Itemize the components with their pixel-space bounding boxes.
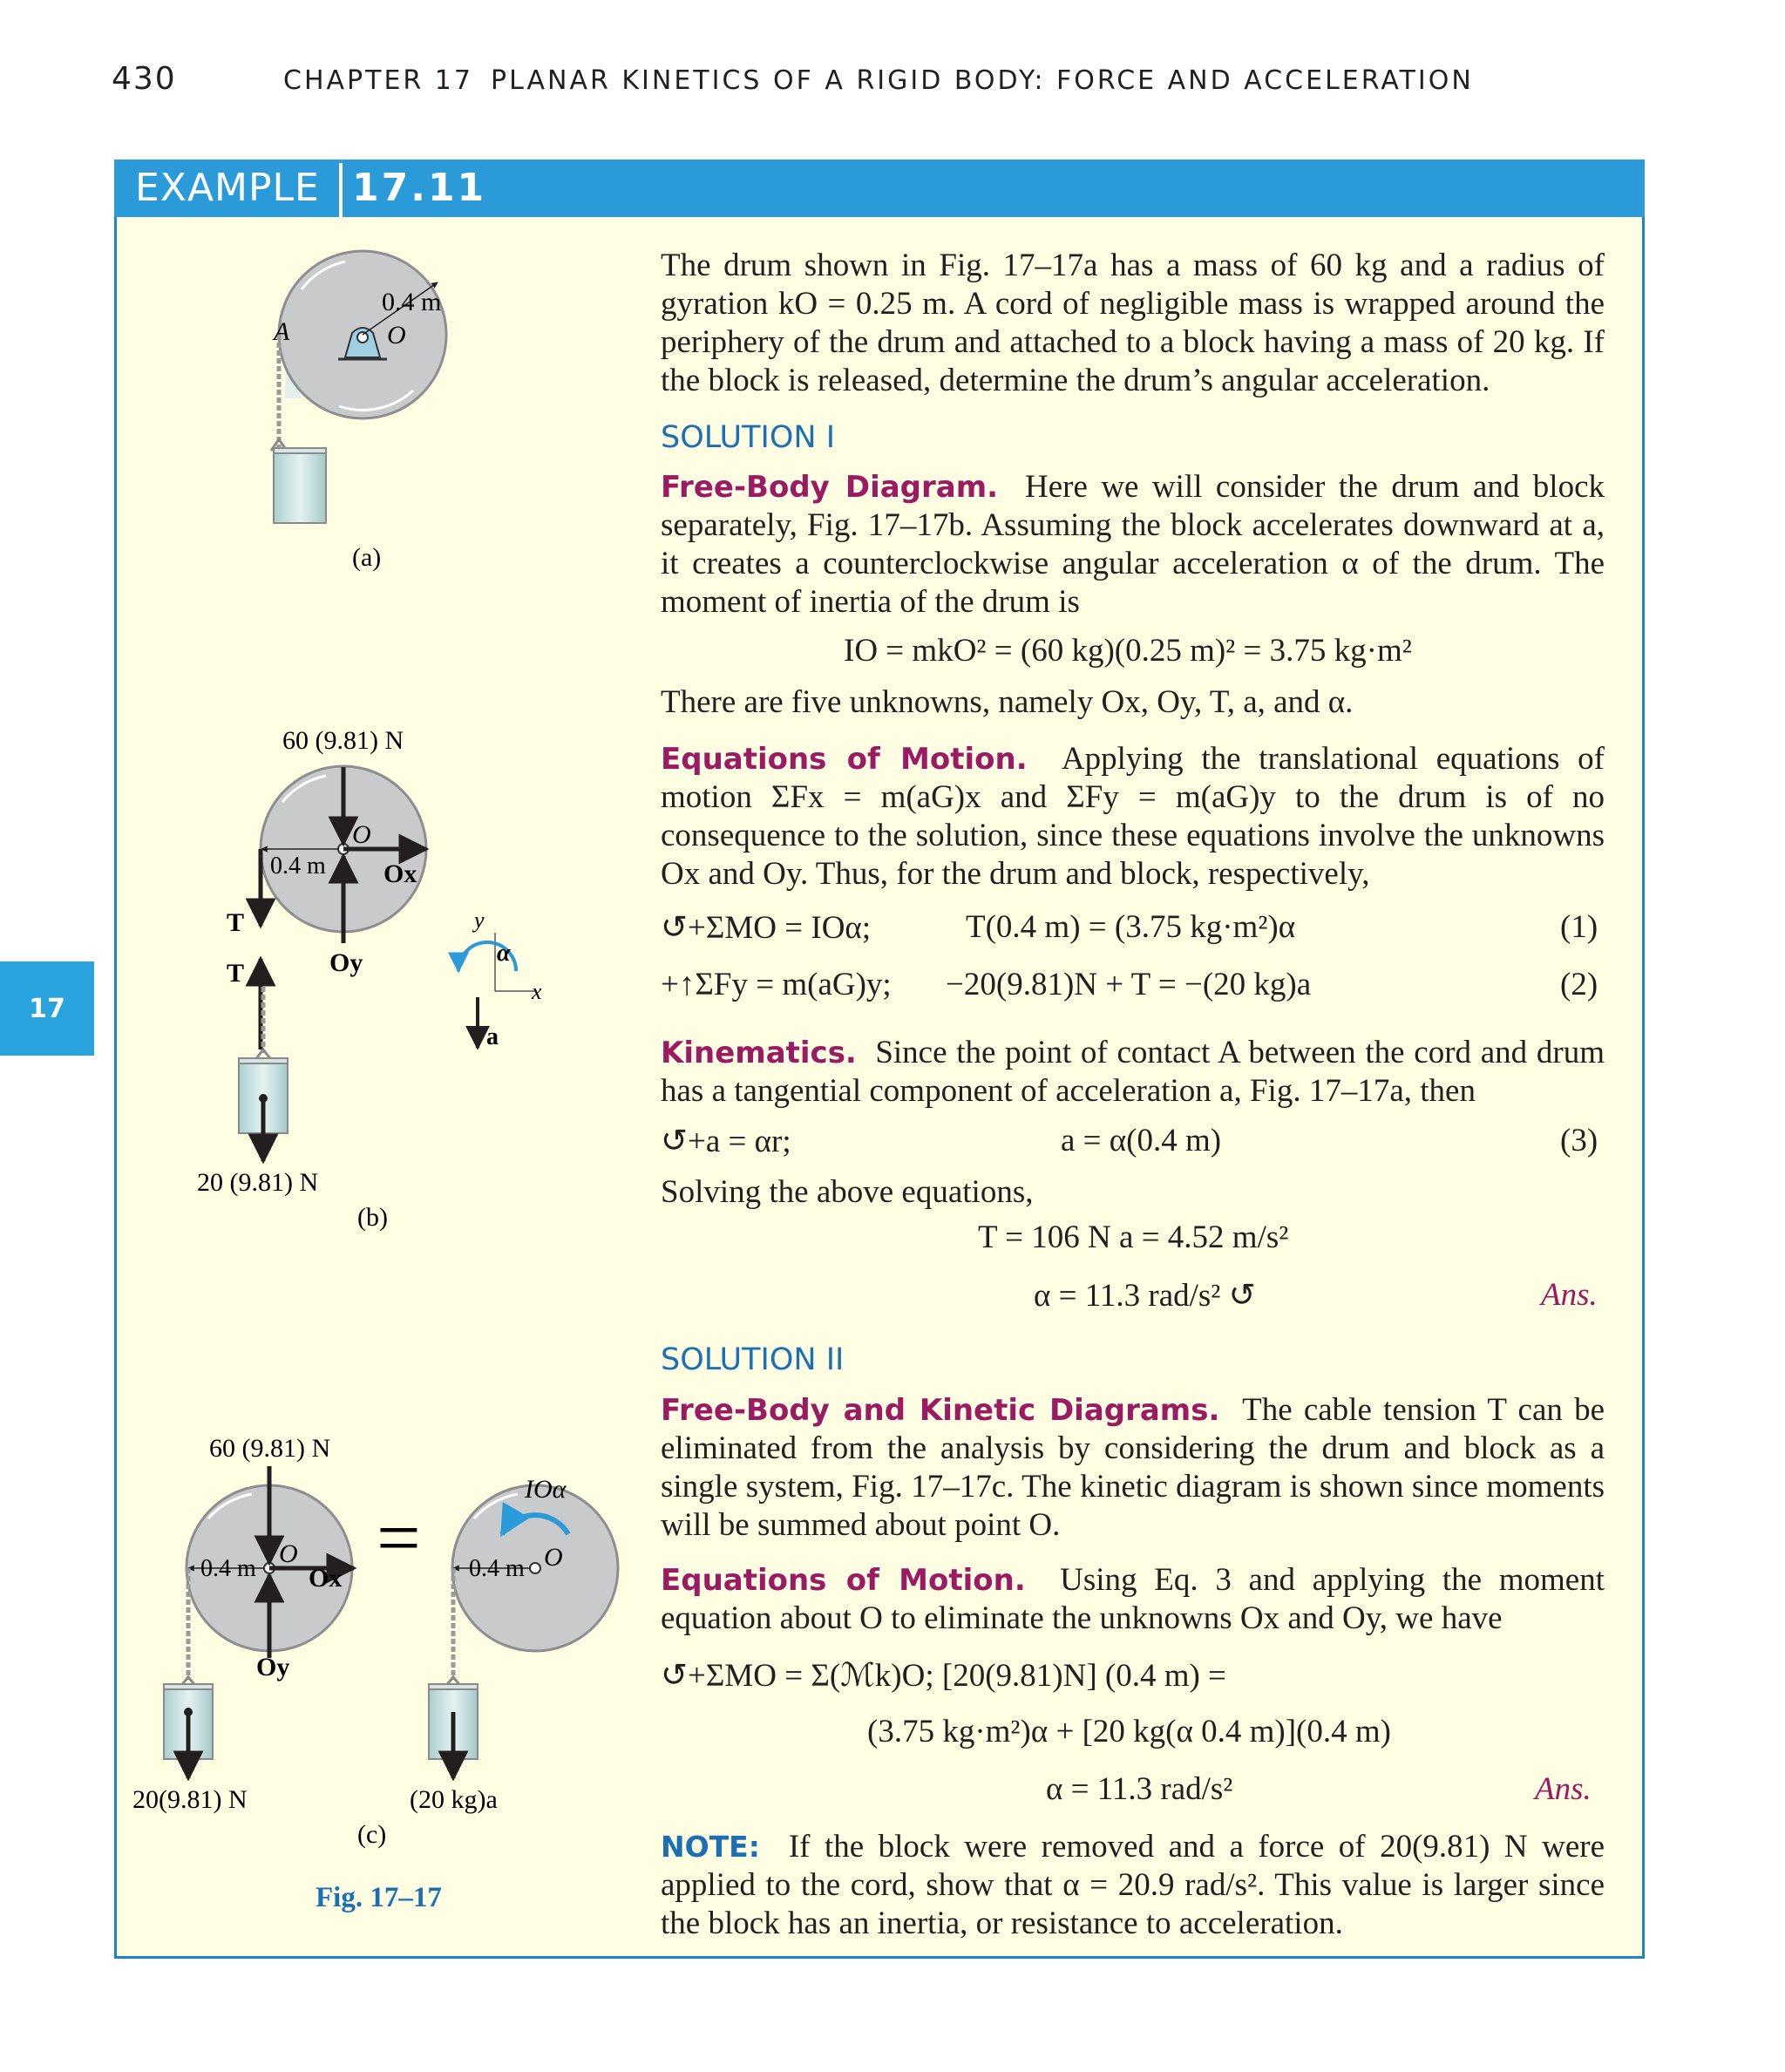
- eq1-number: (1): [1560, 909, 1598, 945]
- note-heading: NOTE:: [661, 1830, 760, 1864]
- page-number: 430: [112, 61, 177, 97]
- fig-b-radius: 0.4 m: [270, 853, 326, 880]
- fig-b-axis-x: x: [532, 979, 542, 1004]
- result-3: α = 11.3 rad/s²: [1046, 1771, 1233, 1807]
- inertia-equation: IO = mkO² = (60 kg)(0.25 m)² = 3.75 kg·m²: [844, 633, 1412, 669]
- result-1: T = 106 N a = 4.52 m/s²: [978, 1219, 1289, 1255]
- solving-text: Solving the above equations,: [661, 1174, 1034, 1210]
- fkd-paragraph: [661, 1391, 1605, 1545]
- fig-b-alpha: α: [497, 940, 511, 967]
- fig-c-kinetic-O: O: [544, 1543, 563, 1572]
- eq2-right: −20(9.81)N + T = −(20 kg)a: [946, 967, 1312, 1002]
- fig-a-label: (a): [352, 543, 382, 572]
- figure-b: [197, 726, 542, 1232]
- example-number: 17.11: [352, 166, 487, 210]
- eom2-text: Using Eq. 3 and applying the moment equation about O to eliminate the unknowns Ox and Oy, we have: [661, 1562, 1605, 1636]
- chapter-title: PLANAR KINETICS OF A RIGID BODY: FORCE AND ACCELERATION: [491, 65, 1474, 96]
- eom-text: Applying the translational equations of motion ΣFx = m(aG)x and ΣFy = m(aG)y to the drum is of no consequence to the solution, since these equations involve the unknowns Ox and Oy. Thus, for the drum and block, respectively,: [661, 741, 1605, 892]
- fig-a-point-A: A: [274, 317, 290, 346]
- eq3-right: a = α(0.4 m): [1061, 1123, 1222, 1158]
- example-banner: [114, 160, 1645, 217]
- figure-caption: Fig. 17–17: [316, 1882, 442, 1913]
- eom-heading: Equations of Motion.: [661, 742, 1028, 777]
- fig-c-radius: 0.4 m: [200, 1555, 256, 1582]
- eq4-line1: ↺+ΣMO = Σ(ℳk)O; [20(9.81)N] (0.4 m) =: [661, 1658, 1226, 1694]
- figure-a: [271, 251, 446, 572]
- fig-c-weight-drum: 60 (9.81) N: [209, 1434, 331, 1463]
- kinematics-heading: Kinematics.: [661, 1036, 857, 1070]
- fig-b-axis-y: y: [474, 907, 485, 933]
- eq3-number: (3): [1560, 1123, 1598, 1158]
- fig-b-T-drum: T: [227, 908, 245, 937]
- fig-b-Ox: Ox: [383, 859, 417, 888]
- fig-b-weight-block: 20 (9.81) N: [197, 1168, 319, 1197]
- eq1-right: T(0.4 m) = (3.75 kg·m²)α: [966, 909, 1296, 945]
- fig-c-weight-block: 20(9.81) N: [132, 1785, 248, 1814]
- fig-b-T-block: T: [227, 959, 245, 988]
- fig-c-kinetic-moment: IOα: [525, 1475, 567, 1504]
- fig-b-accel: a: [486, 1023, 499, 1050]
- fig-c-equals: =: [377, 1495, 421, 1581]
- fig-b-Oy: Oy: [329, 948, 363, 977]
- eom2-paragraph: [661, 1561, 1605, 1638]
- example-label: EXAMPLE: [135, 166, 320, 210]
- fig-b-weight-drum: 60 (9.81) N: [282, 726, 404, 755]
- banner-divider: [339, 163, 343, 217]
- figure-17-17: [117, 220, 640, 1950]
- eq1-left: ↺+ΣMO = IOα;: [661, 910, 872, 946]
- unknowns-text: There are five unknowns, namely Ox, Oy, T, a, and α.: [661, 684, 1354, 720]
- eq4-line2: (3.75 kg·m²)α + [20 kg(α 0.4 m)](0.4 m): [867, 1714, 1391, 1749]
- note-paragraph: [661, 1828, 1605, 1943]
- fig-a-radius: 0.4 m: [382, 288, 442, 316]
- fig-c-point-O: O: [279, 1539, 298, 1568]
- eom-paragraph: [661, 740, 1605, 893]
- fkd-text: The cable tension T can be eliminated from the analysis by considering the drum and block as a single system, Fig. 17–17c. The kinetic diagram is shown since moments will be summed about point O.: [661, 1392, 1605, 1543]
- eq2-left: +↑ΣFy = m(aG)y;: [661, 967, 892, 1002]
- chapter-label: CHAPTER 17: [283, 65, 473, 96]
- fig-c-kinetic-force: (20 kg)a: [410, 1785, 498, 1814]
- answer-label-1: Ans.: [1541, 1277, 1598, 1313]
- result-2: α = 11.3 rad/s² ↺: [1034, 1278, 1256, 1314]
- fig-c-kinetic-radius: 0.4 m: [469, 1555, 525, 1582]
- chapter-tab: 17: [0, 961, 94, 1056]
- answer-label-2: Ans.: [1535, 1771, 1592, 1807]
- eq2-number: (2): [1560, 967, 1598, 1002]
- fig-b-point-O: O: [352, 820, 371, 849]
- fbd-paragraph: [661, 468, 1605, 622]
- block-a: [274, 453, 326, 523]
- eom2-heading: Equations of Motion.: [661, 1563, 1026, 1598]
- fbd-text: Here we will consider the drum and block separately, Fig. 17–17b. Assuming the block accelerates downward at a, it creates a counterclockwise angular acceleration α of the drum. The moment of inertia of the drum is: [661, 469, 1605, 620]
- kinematics-paragraph: [661, 1034, 1605, 1111]
- kinematics-text: Since the point of contact A between the cord and drum has a tangential component of acceleration a, Fig. 17–17a, then: [661, 1035, 1605, 1109]
- note-text: If the block were removed and a force of 20(9.81) N were applied to the cord, show that α = 20.9 rad/s². This value is larger since the block has an inertia, or resistance to acceleration.: [661, 1829, 1605, 1941]
- solution-1-title: SOLUTION I: [661, 420, 836, 455]
- eq3-left: ↺+a = αr;: [661, 1124, 791, 1159]
- solution-2-title: SOLUTION II: [661, 1342, 845, 1377]
- fig-c-Oy: Oy: [256, 1653, 290, 1681]
- fig-c-label: (c): [357, 1820, 387, 1849]
- fig-b-label: (b): [357, 1203, 388, 1232]
- fig-a-point-O: O: [387, 321, 406, 350]
- problem-text: The drum shown in Fig. 17–17a has a mass of 60 kg and a radius of gyration kO = 0.25 m. A cord of negligible mass is wrapped around the periphery of the drum and attached to a block having a mass of 20 kg. If the block is released, determine the drum’s angular acceleration.: [661, 248, 1605, 398]
- fbd-heading: Free-Body Diagram.: [661, 470, 999, 505]
- fig-c-Ox: Ox: [309, 1564, 343, 1593]
- figure-c: [132, 1434, 618, 1849]
- fkd-heading: Free-Body and Kinetic Diagrams.: [661, 1393, 1220, 1428]
